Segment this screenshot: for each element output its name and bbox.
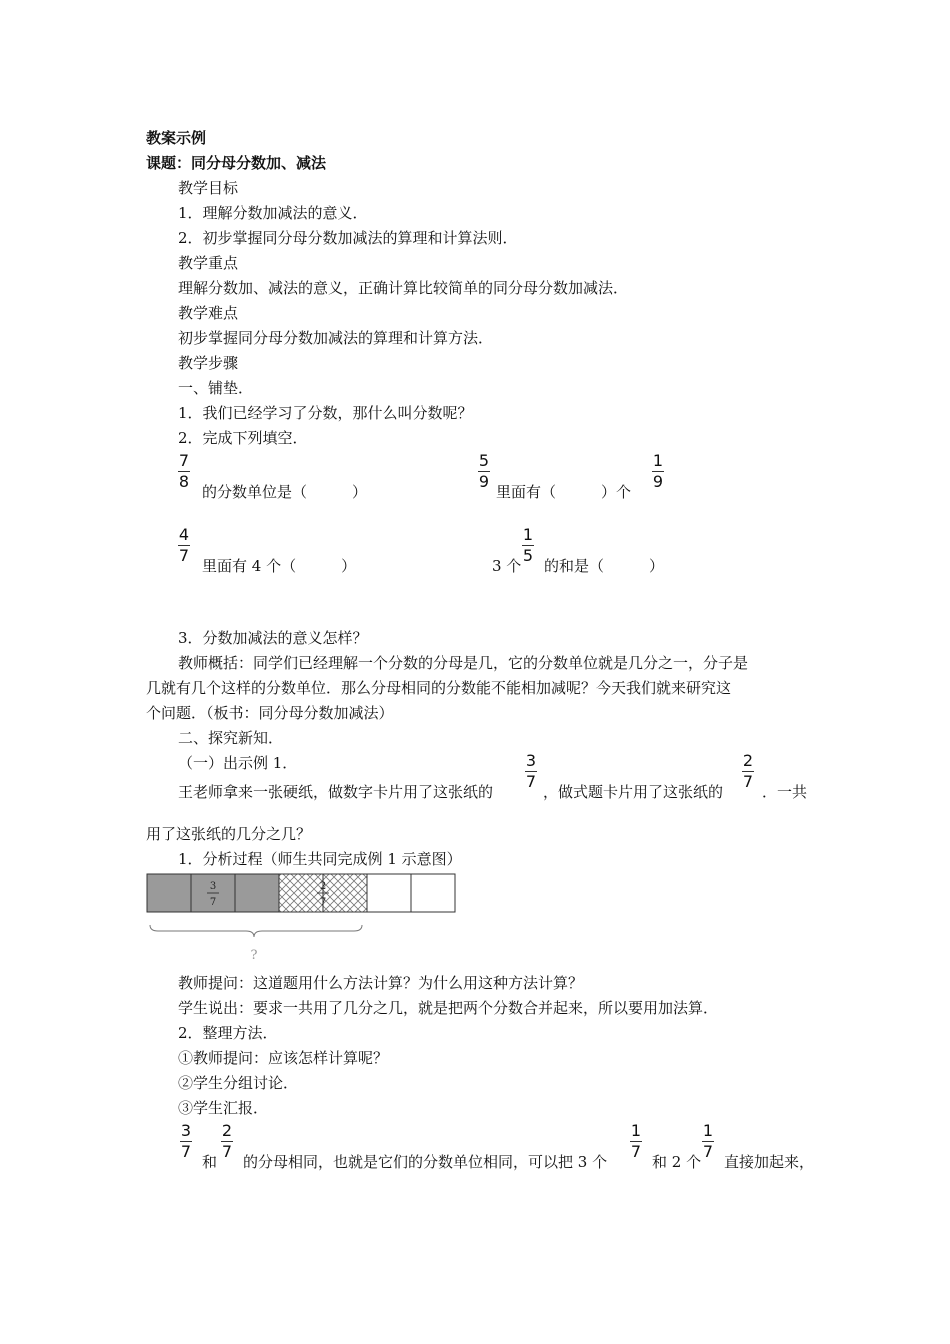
fraction-4-7: 4 7 bbox=[178, 525, 190, 565]
objective-item: 2．初步掌握同分母分数加减法的算理和计算法则． bbox=[178, 229, 518, 247]
diagram-label-num: 3 bbox=[209, 881, 217, 892]
student-answer: 学生说出：要求一共用了几分之几，就是把两个分数合并起来，所以要用加法算． bbox=[178, 999, 719, 1017]
bar-segment-empty bbox=[367, 874, 411, 912]
fraction-1-5: 1 5 bbox=[522, 525, 534, 565]
fill-a-text: 的分数单位是（ ） bbox=[202, 483, 368, 501]
focus-text: 理解分数加、减法的意义，正确计算比较简单的同分母分数加减法． bbox=[178, 279, 629, 297]
fraction-2-7: 2 7 bbox=[742, 751, 754, 791]
example-text-d: 用了这张纸的几分之几？ bbox=[146, 825, 312, 843]
diagram-brace bbox=[150, 925, 362, 937]
fill-b-text: 里面有（ ）个 bbox=[496, 483, 632, 501]
bar-segment-shaded bbox=[147, 874, 191, 912]
steps-heading: 教学步骤 bbox=[178, 354, 239, 372]
method-heading: 2．整理方法． bbox=[178, 1024, 278, 1042]
question-1: 1．我们已经学习了分数，那什么叫分数呢？ bbox=[178, 404, 473, 422]
bar-segment-hatched bbox=[279, 874, 323, 912]
diagram-question: ? bbox=[250, 948, 258, 963]
fill-c-text: 里面有 4 个（ ） bbox=[202, 557, 357, 575]
example-text-b: ，做式题卡片用了这张纸的 bbox=[543, 783, 724, 801]
diagram-label-den: 7 bbox=[209, 897, 217, 908]
part1-heading: 一、铺垫． bbox=[178, 379, 254, 397]
difficulty-text: 初步掌握同分母分数加减法的算理和计算方法． bbox=[178, 329, 494, 347]
analysis-heading: 1．分析过程（师生共同完成例 1 示意图） bbox=[178, 850, 462, 868]
bar-segment-shaded bbox=[235, 874, 279, 912]
focus-heading: 教学重点 bbox=[178, 254, 239, 272]
question-3: 3．分数加减法的意义怎样？ bbox=[178, 629, 368, 647]
question-2: 2．完成下列填空． bbox=[178, 429, 308, 447]
difficulty-heading: 教学难点 bbox=[178, 304, 239, 322]
fraction-3-7: 3 7 bbox=[180, 1121, 192, 1161]
last-and: 和 bbox=[202, 1153, 218, 1171]
objectives-heading: 教学目标 bbox=[178, 179, 239, 197]
summary-line: 教师概括：同学们已经理解一个分数的分母是几，它的分数单位就是几分之一，分子是 bbox=[178, 654, 749, 672]
fill-d-prefix: 3 个 bbox=[492, 557, 522, 575]
teacher-question: 教师提问：这道题用什么方法计算？为什么用这种方法计算？ bbox=[178, 974, 584, 992]
summary-line: 几就有几个这样的分数单位．那么分母相同的分数能不能相加减呢？今天我们就来研究这 bbox=[146, 679, 732, 697]
method-step: ③学生汇报． bbox=[178, 1099, 269, 1117]
fraction-7-8: 7 8 bbox=[178, 451, 190, 491]
example-title: （一）出示例 1． bbox=[178, 754, 298, 772]
last-and2: 和 2 个 bbox=[652, 1153, 702, 1171]
doc-title: 教案示例 bbox=[146, 129, 207, 147]
fraction-1-9: 1 9 bbox=[652, 451, 664, 491]
summary-line: 个问题．（板书：同分母分数加减法） bbox=[146, 704, 394, 722]
fraction-5-9: 5 9 bbox=[478, 451, 490, 491]
example-text-a: 王老师拿来一张硬纸，做数字卡片用了这张纸的 bbox=[178, 783, 494, 801]
fraction-2-7: 2 7 bbox=[221, 1121, 233, 1161]
method-step: ②学生分组讨论． bbox=[178, 1074, 299, 1092]
bar-segment-hatched bbox=[323, 874, 367, 912]
fraction-1-7: 1 7 bbox=[702, 1121, 714, 1161]
last-mid: 的分母相同，也就是它们的分数单位相同，可以把 3 个 bbox=[243, 1153, 608, 1171]
objective-item: 1．理解分数加减法的意义． bbox=[178, 204, 368, 222]
diagram-label-num: 2 bbox=[319, 881, 327, 892]
fraction-1-7: 1 7 bbox=[630, 1121, 642, 1161]
example-text-c: ．一共 bbox=[762, 783, 808, 801]
fill-d-suffix: 的和是（ ） bbox=[544, 557, 665, 575]
part2-heading: 二、探究新知． bbox=[178, 729, 284, 747]
diagram-label-den: 7 bbox=[319, 897, 327, 908]
method-step: ①教师提问：应该怎样计算呢？ bbox=[178, 1049, 389, 1067]
last-end: 直接加起来， bbox=[724, 1153, 815, 1171]
lesson-title: 课题：同分母分数加、减法 bbox=[146, 154, 327, 172]
fraction-3-7: 3 7 bbox=[525, 751, 537, 791]
bar-segment-empty bbox=[411, 874, 455, 912]
bar-diagram bbox=[146, 873, 458, 965]
